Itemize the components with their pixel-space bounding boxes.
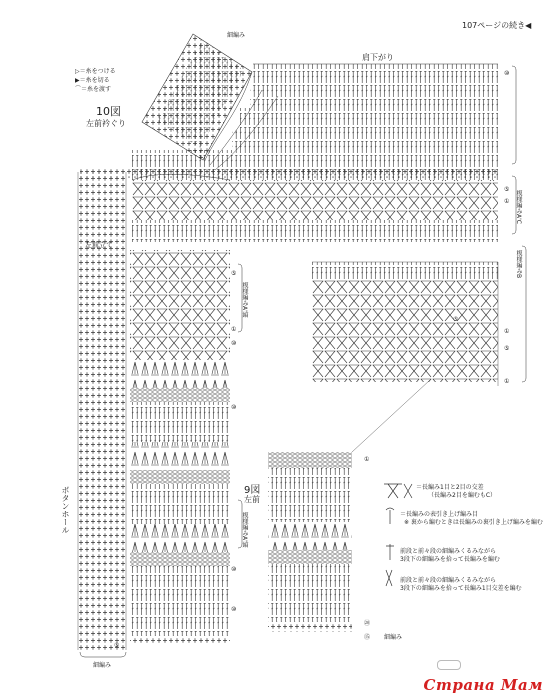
figure10-name: 左前衿ぐり [86,119,126,128]
legend-spike-text: 前段と前々段の細編みくるみながら [400,548,497,555]
row-marker: ① [231,326,237,333]
legend-join-yarn-text: ＝糸をつける [79,68,116,75]
row-marker: ⑮ [364,634,371,641]
continued-from-label: 107ページの続き◀ [462,21,532,30]
single-crochet-bottom-label: 細編み [93,662,112,669]
row-marker: ⑩ [504,70,510,77]
watermark-logo: Страна Мам [423,676,543,694]
buttonhole-label: ボタンホール [61,486,70,534]
watermark-stamp [437,660,461,670]
row-marker: ① [364,456,370,463]
row-marker: ⑤ [453,316,459,323]
pattern-a-lower-label: 模様編みA'縞 [241,512,248,548]
pattern-a-bands-label: 模様編みA'縞 [241,282,248,318]
legend-carry-yarn [75,84,111,93]
legend-spike-cross-text: 前段と前々段の細編みくるみながら [400,577,497,584]
legend-cross-text: ＝長編み1目と2目の交差 [416,484,484,491]
legend-cut-yarn-text: ＝糸を切る [79,77,110,84]
main-body [130,250,230,644]
figure10-number: 10図 [96,105,121,118]
carry-yarn-icon: ⌒ [75,86,82,93]
pattern-b-label: 模様編みB [515,250,522,279]
cut-yarn-icon: ▶ [75,77,80,84]
row-marker: ⑳ [364,620,371,627]
row-marker: ⑩ [231,340,237,347]
row-marker: ⑤ [504,186,510,193]
pattern-ac-label: 模様編みA'C [515,190,522,224]
legend-join-yarn [75,66,116,75]
row-marker: ① [504,198,510,205]
single-crochet-row-label: 細編み [384,634,403,641]
legend-spike-sub: 3段下の細編みを拾って長編みを編む [400,556,500,563]
legend-cross-sub: （長編み2目を編むもC） [428,492,497,499]
join-yarn-icon: ▷ [75,68,80,75]
row-marker: ⑩ [231,404,237,411]
legend-post-sub: ※ 裏から編むときは長編みの裏引き上げ編みを編む [404,519,543,526]
figure9-name: 左前 [244,495,260,504]
row-marker: ⑩ [231,566,237,573]
pattern-b-block [312,262,498,386]
shoulder-label: 肩下がり [362,53,394,62]
row-marker: ① [504,328,510,335]
row-marker: ⑩ [231,606,237,613]
single-crochet-top-label: 細編み [227,32,246,39]
legend-carry-yarn-text: ＝糸を渡す [81,86,112,93]
legend-spike-cross-sub: 3段下の細編みを拾って長編み1目交差を編む [400,585,522,592]
row-marker: ⑤ [114,642,120,649]
bottom-bracket [80,652,126,657]
legend-post-text: ＝長編みの表引き上げ編み目 [400,511,479,518]
lower-strip [268,380,430,632]
front-band-label: 左前立て [85,241,113,249]
figure9-number: 9図 [244,485,261,496]
legend-cut-yarn [75,75,110,84]
legend-symbols [384,484,412,586]
row-marker: ⑤ [504,345,510,352]
row-marker: ① [504,378,510,385]
row-marker: ⑤ [231,270,237,277]
